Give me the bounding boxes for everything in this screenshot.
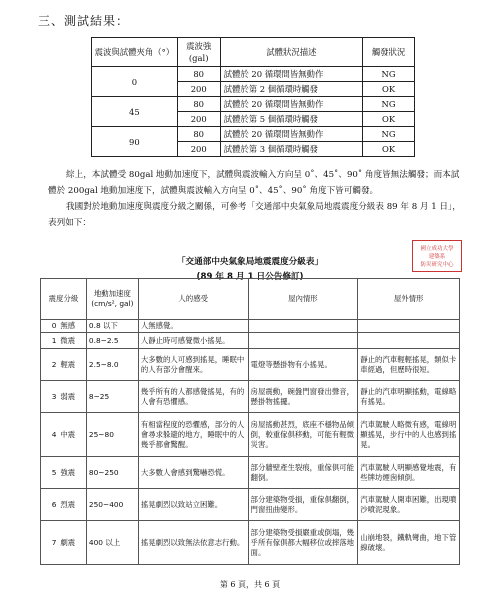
- human-cell: 人靜止時可感覺微小搖晃。: [138, 333, 248, 349]
- outdoor-cell: 靜止的汽車輕輕搖晃，類似卡車經過，但歷時很短。: [358, 349, 460, 381]
- accel-cell: 0.8 以下: [86, 320, 138, 333]
- level-number: 2: [51, 359, 57, 369]
- accel-cell: 2.5~8.0: [86, 349, 138, 381]
- level-number: 7: [51, 537, 57, 547]
- level-number: 6: [51, 499, 57, 509]
- angle-cell: 90: [92, 127, 178, 157]
- desc-cell: 試體於第 3 個循環時觸發: [220, 142, 362, 157]
- level-cell: [41, 521, 87, 565]
- table-row: [41, 333, 460, 349]
- outdoor-cell: 汽車駕駛人略微有感，電線明顯搖晃，步行中的人也感到搖晃。: [358, 413, 460, 457]
- status-cell: NG: [363, 127, 415, 142]
- test-results-table: [91, 37, 415, 157]
- table-row: [41, 349, 460, 381]
- desc-cell: 試體於第 5 個循環時觸發: [220, 112, 362, 127]
- level-number: 5: [51, 467, 57, 477]
- table-row: [41, 320, 460, 333]
- gal-cell: 80: [177, 97, 220, 112]
- accel-cell: 80~250: [86, 457, 138, 489]
- accel-cell: 250~400: [86, 489, 138, 521]
- outdoor-cell: 山崩地裂，鐵軌彎曲，地下管線破壞。: [358, 521, 460, 565]
- reference-paragraph: 我國對於地動加速度與震度分級之關係，可參考「交通部中央氣象局地震震度分級表 89 年 8 月 1 日」，表列如下：: [48, 202, 461, 228]
- desc-cell: 試體於 20 循環間皆無動作: [220, 127, 362, 142]
- status-cell: OK: [363, 82, 415, 97]
- header-outdoor: 屋外情形: [358, 279, 460, 320]
- indoor-cell: 部分牆壁產生裂痕，重傢俱可能翻倒。: [248, 457, 358, 489]
- level-name: 中震: [60, 429, 76, 439]
- gal-cell: 80: [177, 67, 220, 82]
- human-cell: 人無感覺。: [138, 320, 248, 333]
- desc-cell: 試體於 20 循環間皆無動作: [220, 97, 362, 112]
- indoor-cell: 電燈等懸掛物有小搖晃。: [248, 349, 358, 381]
- outdoor-cell: 汽車駕駛人開車困難，出現噴沙噴泥現象。: [358, 489, 460, 521]
- level-cell: [41, 349, 87, 381]
- header-indoor: 屋內情形: [248, 279, 358, 320]
- indoor-cell: 房屋震動，碗盤門窗發出聲音，懸掛物搖擺。: [248, 381, 358, 413]
- outdoor-cell: [358, 333, 460, 349]
- human-cell: 幾乎所有的人都感覺搖晃，有的人會有恐懼感。: [138, 381, 248, 413]
- level-cell: [41, 457, 87, 489]
- stamp-line: 建築系: [428, 254, 446, 260]
- status-cell: NG: [363, 97, 415, 112]
- table-row: [41, 457, 460, 489]
- level-cell: [41, 413, 87, 457]
- indoor-cell: [248, 333, 358, 349]
- outdoor-cell: 靜止的汽車明顯搖動，電線略有搖晃。: [358, 381, 460, 413]
- level-cell: [41, 333, 87, 349]
- header-gal: 震波強(gal): [177, 38, 220, 67]
- indoor-cell: 部分建築物受損嚴重或倒塌，幾乎所有傢俱都大幅移位或摔落地面。: [248, 521, 358, 565]
- angle-cell: 0: [92, 67, 178, 97]
- header-desc: 試體狀況描述: [220, 38, 362, 67]
- stamp-line: 防災研究中心: [420, 262, 454, 268]
- human-cell: 搖晃劇烈以致站立困難。: [138, 489, 248, 521]
- gal-cell: 200: [177, 82, 220, 97]
- level-name: 微震: [60, 335, 76, 345]
- table-header-row: [92, 38, 415, 67]
- level-name: 弱震: [60, 391, 76, 401]
- level-name: 強震: [60, 467, 76, 477]
- scale-table-title-line1: 「交通部中央氣象局地震震度分級表」: [176, 257, 324, 267]
- level-name: 無感: [60, 321, 76, 330]
- table-row: [92, 97, 415, 112]
- status-cell: OK: [363, 142, 415, 157]
- stamp-line: 國立成功大學: [420, 246, 454, 252]
- level-cell: [41, 381, 87, 413]
- intensity-scale-table: [40, 278, 460, 565]
- summary-paragraph: 綜上，本試體受 80gal 地動加速度下，試體與震波輸入方向呈 0˚、45˚、90˚ 角度皆無法觸發；而本試體於 200gal 地動加速度下，試體與震波輸入方向呈 0˚、45˚、90˚ 角度下皆可觸發。: [48, 170, 460, 196]
- gal-cell: 80: [177, 127, 220, 142]
- table-row: [41, 381, 460, 413]
- section-title: 三、測試結果：: [38, 14, 130, 28]
- indoor-cell: 房屋搖動甚烈，底座不穩物品傾倒，較重傢俱移動，可能有輕微災害。: [248, 413, 358, 457]
- angle-cell: 45: [92, 97, 178, 127]
- accel-cell: 25~80: [86, 413, 138, 457]
- header-status: 觸發狀況: [363, 38, 415, 67]
- level-number: 3: [51, 391, 57, 401]
- accel-cell: 400 以上: [86, 521, 138, 565]
- official-seal-stamp: [412, 240, 462, 272]
- page-footer: 第 6 頁，共 6 頁: [219, 580, 281, 589]
- header-angle: 震波與試體夾角（°）: [92, 38, 178, 67]
- outdoor-cell: 汽車駕駛人明顯感覺地震，有些牌坊煙囪傾倒。: [358, 457, 460, 489]
- gal-cell: 200: [177, 142, 220, 157]
- level-number: 1: [51, 335, 57, 345]
- desc-cell: 試體於第 2 個循環時觸發: [220, 82, 362, 97]
- accel-cell: 0.8~2.5: [86, 333, 138, 349]
- gal-cell: 200: [177, 112, 220, 127]
- level-name: 輕震: [60, 359, 76, 369]
- table-row: [92, 67, 415, 82]
- human-cell: 大多數的人可感到搖晃，睡眠中的人有部分會醒來。: [138, 349, 248, 381]
- indoor-cell: [248, 320, 358, 333]
- outdoor-cell: [358, 320, 460, 333]
- status-cell: NG: [363, 67, 415, 82]
- level-number: 0: [51, 321, 57, 330]
- header-accel: 地動加速度 (cm/s², gal): [86, 279, 138, 320]
- human-cell: 有相當程度的恐懼感，部分的人會尋求躲避的地方，睡眠中的人幾乎都會驚醒。: [138, 413, 248, 457]
- indoor-cell: 部分建築物受損，重傢俱翻倒，門窗扭曲變形。: [248, 489, 358, 521]
- level-number: 4: [51, 429, 57, 439]
- table-row: [92, 127, 415, 142]
- table-row: [41, 489, 460, 521]
- level-name: 劇震: [60, 537, 76, 547]
- header-human: 人的感受: [138, 279, 248, 320]
- human-cell: 搖晃劇烈以致無法依意志行動。: [138, 521, 248, 565]
- level-cell: [41, 320, 87, 333]
- table-row: [41, 413, 460, 457]
- desc-cell: 試體於 20 循環間皆無動作: [220, 67, 362, 82]
- status-cell: OK: [363, 112, 415, 127]
- table-header-row: [41, 279, 460, 320]
- level-name: 烈震: [60, 499, 76, 509]
- level-cell: [41, 489, 87, 521]
- table-row: [41, 521, 460, 565]
- accel-cell: 8~25: [86, 381, 138, 413]
- scale-table-title-line2: (89 年 8 月 1 日公告修訂): [196, 272, 304, 282]
- human-cell: 大多數人會感到驚嚇恐慌。: [138, 457, 248, 489]
- header-level: 震度分級: [41, 279, 87, 320]
